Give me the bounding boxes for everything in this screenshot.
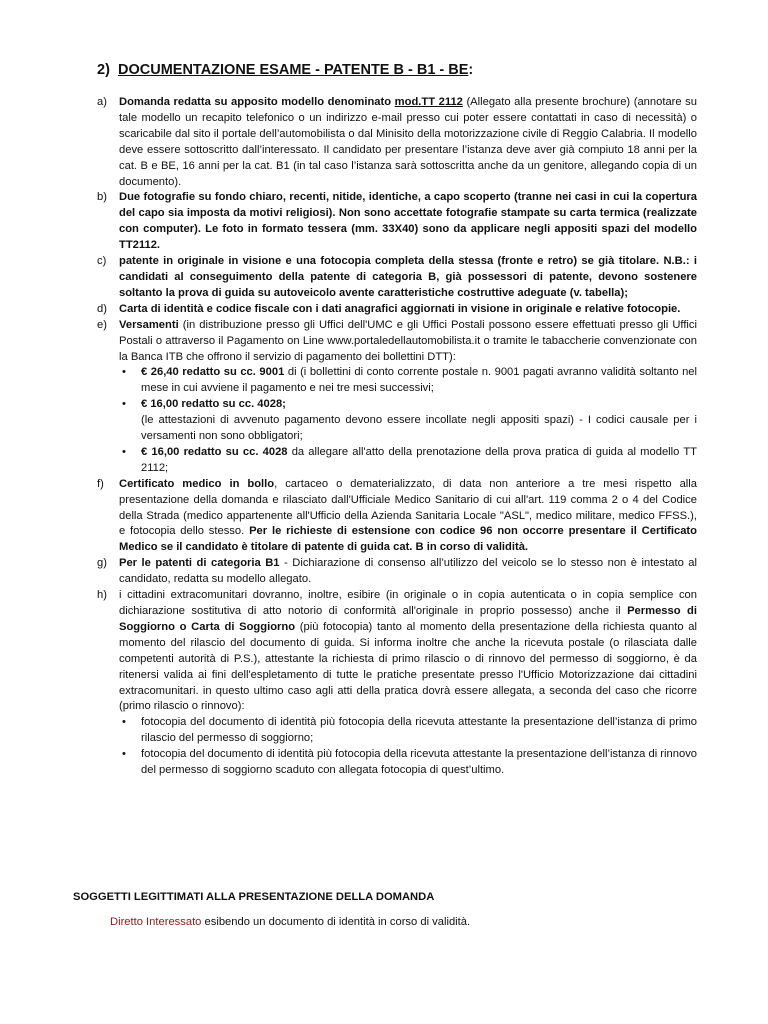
item-g-text: - Dichiarazione di consenso all’utilizzo del veicolo se lo stesso non è intestato al candidato, redatta su modello allegato. [119, 557, 697, 586]
item-body [119, 318, 697, 477]
heading-colon: : [468, 62, 474, 78]
bullet-text [141, 365, 697, 397]
payment-amount: € 16,00 redatto su cc. 4028; [141, 398, 286, 411]
item-d-text: Carta di identità e codice fiscale con i dati anagrafici aggiornati in visione in originale e relative fotocopie. [119, 302, 681, 315]
item-letter: f) [97, 477, 104, 490]
item-f-text: , cartaceo o dematerializzato, di data non anteriore a tre mesi rispetto alla presentazione della domanda e rilasciato dall'Ufficiale Medico Sanitario di cui all'art. 119 comma 2 o 4 del Codice della Strada (medico appartenente all'Ufficio della Azienda Sanitaria Locale "ASL", medico militare, medico FFSS.), e fotocopia dello stesso. [119, 477, 697, 538]
bullet-icon: • [122, 716, 126, 729]
item-letter: d) [97, 302, 107, 315]
form-reference: mod.TT 2112 [394, 96, 463, 108]
payment-bullets [119, 365, 697, 476]
list-item-h [97, 588, 697, 779]
list-item-d [97, 302, 697, 318]
subject-line [110, 914, 710, 930]
item-letter: h) [97, 589, 107, 602]
item-b-text: Due fotografie su fondo chiaro, recenti, nitide, identiche, a capo scoperto (tranne nei casi in cui la copertura del capo sia imposta da motivi religiosi). Non sono accettate fotografie stampate su carta termica (realizzate con computer). Le foto in formato tessera (mm. 33X40) sono da applicare negli appositi spazi del modello TT2112. [119, 191, 697, 252]
section-heading [97, 60, 697, 80]
list-item-b [97, 190, 697, 254]
item-f-bold: Certificato medico in bollo [119, 477, 275, 490]
heading-title: DOCUMENTAZIONE ESAME - PATENTE B - B1 - BE [118, 62, 469, 78]
bullet-item [119, 397, 697, 445]
item-letter: e) [97, 318, 107, 331]
item-e-bold: Versamenti [119, 318, 179, 331]
list-item-a [97, 95, 697, 190]
list-item-f [97, 477, 697, 557]
bullet-icon: • [122, 398, 126, 411]
bullet-item [119, 747, 697, 779]
item-a-text: (Allegato alla presente brochure) (annotare su tale modello un recapito telefonico o un indirizzo e-mail presso cui poter essere contattati in caso di necessità) o scaricabile dal sito il portale dell’automobilista o dal Minisito della motorizzazione civile di Reggio Calabria. Il modello deve essere sottoscritto dall’interessato. Il candidato per presentare l’istanza deve aver già compiuto 18 anni per la cat. B e BE, 16 anni per la cat. B1 (in tal caso l’istanza sarà sottoscritta anche da un genitore, allegando copia di un documento). [119, 96, 697, 188]
bullet-icon: • [122, 748, 126, 761]
heading-number: 2) [97, 62, 110, 78]
item-h-bold: Permesso di Soggiorno o Carta di Soggiorno [119, 605, 697, 633]
item-letter: b) [97, 191, 107, 204]
payment-note: (le attestazioni di avvenuto pagamento devono essere incollate negli appositi spazi) - I codici causale per i versamenti non sono obbligatori; [141, 414, 697, 443]
subjects-heading: SOGGETTI LEGITTIMATI ALLA PRESENTAZIONE DELLA DOMANDA [73, 891, 435, 903]
list-item-g [97, 556, 697, 588]
bullet-text [141, 445, 697, 477]
payment-note: da allegare all'atto della prenotazione della prova pratica di guida al modello TT 2112; [141, 445, 698, 474]
item-g-bold: Per le patenti di categoria B1 [119, 557, 280, 570]
list-item-c [97, 254, 697, 302]
item-body [119, 588, 697, 779]
residence-bullets [119, 715, 697, 779]
item-h-text-2: (più fotocopia) tanto al momento della presentazione della richiesta quanto al momento del rilascio del documento di guida. Si informa inoltre che anche la ricevuta postale (o rilasciata dalle competenti autorità di P.S.), attestante la richiesta di primo rilascio o di rinnovo del permesso di soggiorno, è da ritenersi valida ai fini dell'espletamento di tutte le pratiche presentate presso l'Ufficio Motorizzazione dai cittadini extracomunitari. in questo ultimo caso agli atti della pratica dovrà essere allegata, a seconda del caso che ricorre (primo rilascio o rinnovo): [119, 620, 697, 713]
bullet-text: fotocopia del documento di identità più fotocopia della ricevuta attestante la presentazione dell’istanza di rinnovo del permesso di soggiorno scaduto con allegata fotocopia di quest’ultimo. [141, 748, 698, 777]
bullet-icon: • [122, 366, 126, 379]
item-c-text: patente in originale in visione e una fotocopia completa della stessa (fronte e retro) se già titolare. N.B.: i candidati al conseguimento della patente di categoria B, già possessori di patente, devono sostenere soltanto la prova di guida su autoveicolo avente caratteristiche costruttive adeguate (v. tabella); [119, 255, 697, 299]
subject-text: esibendo un documento di identità in corso di validità. [201, 916, 471, 928]
item-a-bold: Domanda redatta su apposito modello denominato [119, 96, 392, 108]
bullet-text [141, 397, 697, 445]
payment-amount: € 16,00 redatto su cc. 4028 [141, 445, 288, 458]
payment-amount: € 26,40 redatto su cc. 9001 [141, 366, 285, 379]
item-e-text: (in distribuzione presso gli Uffici dell'UMC e gli Uffici Postali possono essere effettuati presso gli Uffici Postali o attraverso il Pagamento on Line www.portaledellautomobilista.it o tramite le tabaccherie convenzionate con la Banca ITB che offrono il servizio di pagamento dei bollettini DTT): [119, 318, 697, 363]
bullet-item [119, 365, 697, 397]
item-h-text: i cittadini extracomunitari dovranno, inoltre, esibire (in originale o in copia autenticata o in copia semplice con dichiarazione sostitutiva di atto notorio di conformità all'originale in proprio possesso) anche il [119, 589, 697, 617]
item-body [119, 477, 697, 557]
item-f-note: Per le richieste di estensione con codice 96 non occorre presentare il Certificato Medico se il candidato è titolare di patente di guida cat. B in corso di validità. [119, 525, 697, 554]
bullet-item [119, 445, 697, 477]
item-letter: a) [97, 96, 107, 108]
item-letter: g) [97, 557, 107, 570]
item-letter: c) [97, 255, 107, 268]
requirements-list [97, 95, 697, 779]
bullet-text: fotocopia del documento di identità più fotocopia della ricevuta attestante la presentazione dell’istanza di primo rilascio del permesso di soggiorno; [141, 716, 697, 745]
payment-note: di (i bollettini di conto corrente postale n. 9001 pagati avranno validità soltanto nel mese in cui avviene il pagamento e nei tre mesi successivi; [141, 366, 698, 395]
bullet-item [119, 715, 697, 747]
bullet-icon: • [122, 445, 126, 458]
subject-highlight: Diretto Interessato [110, 916, 202, 928]
list-item-e [97, 318, 697, 477]
item-body [119, 556, 697, 588]
item-body [119, 95, 697, 190]
